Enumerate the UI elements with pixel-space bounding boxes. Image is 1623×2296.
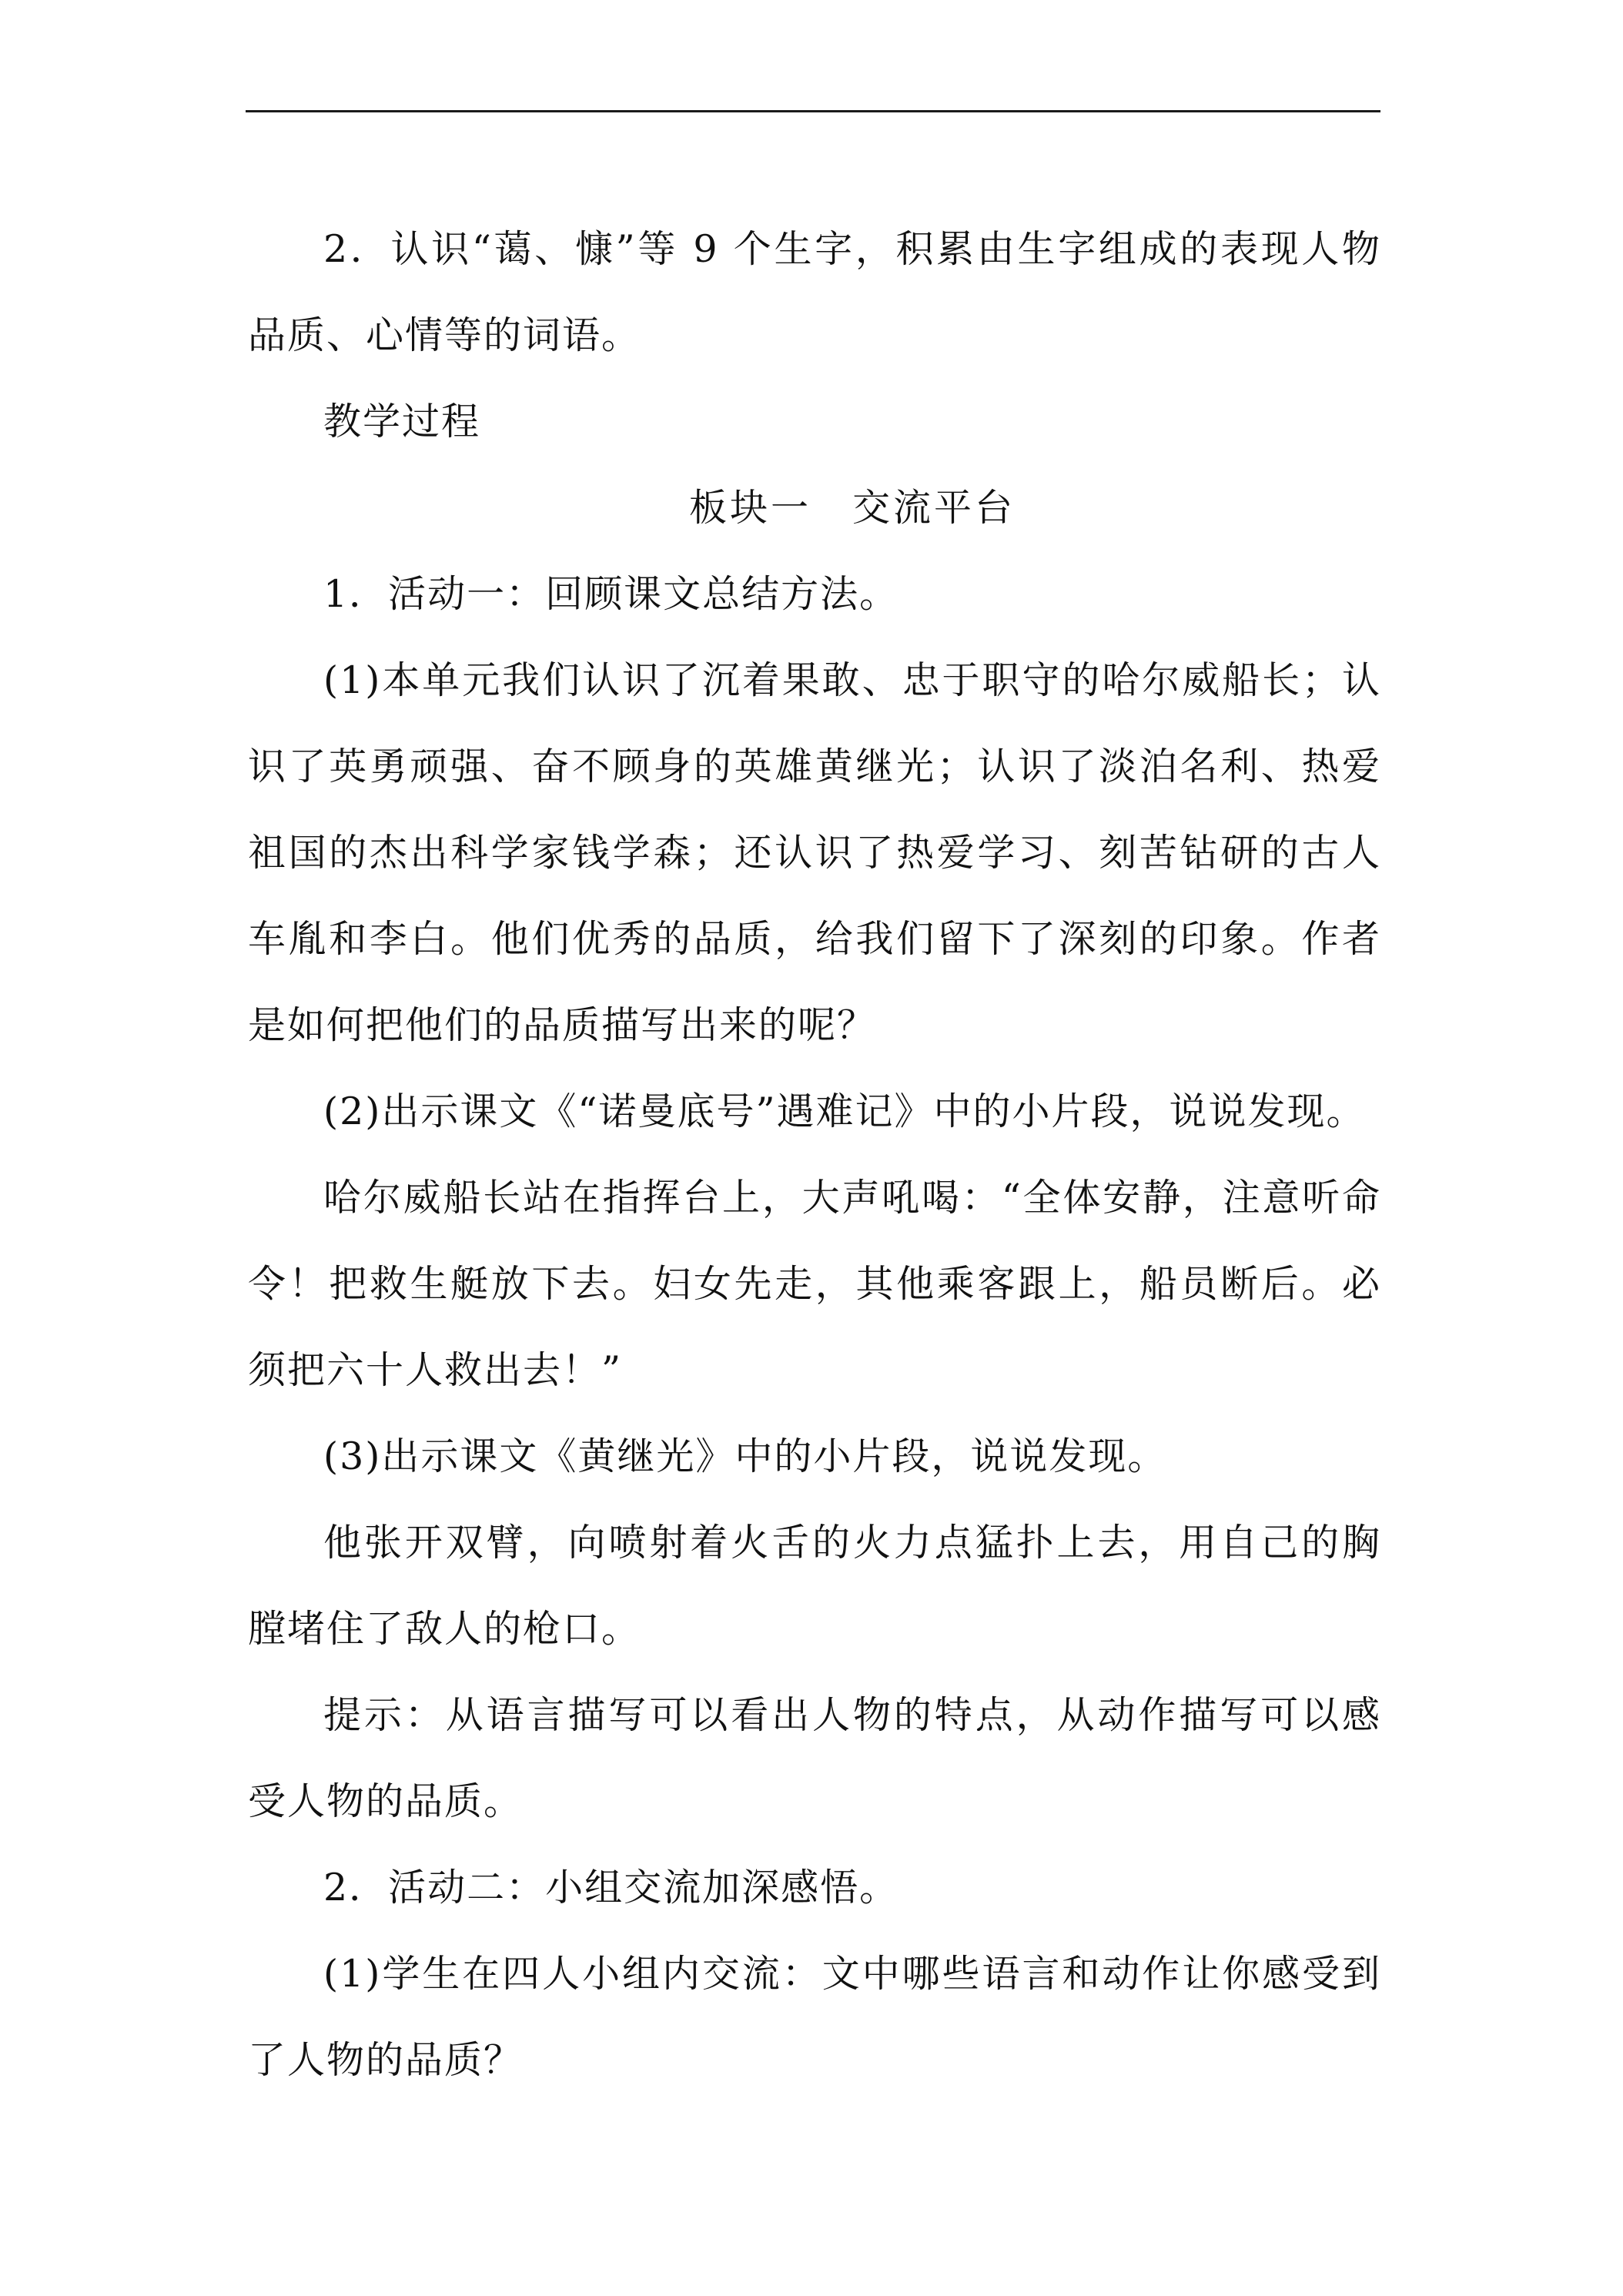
activity-1-step-1: (1)本单元我们认识了沉着果敢、忠于职守的哈尔威船长；认识了英勇顽强、奋不顾身的英雄黄继光；认识了淡泊名利、热爱祖国的杰出科学家钱学森；还认识了热爱学习、刻苦钻研的古人车胤和李白。他们优秀的品质，给我们留下了深刻的印象。作者是如何把他们的品质描写出来的呢？: [248, 658, 1381, 1047]
paragraph-objective-2: 2．认识“蔼、慷”等 9 个生字，积累由生字组成的表现人物品质、心情等的词语。: [248, 227, 1381, 357]
excerpt-normandy: 哈尔威船长站在指挥台上，大声吼喝：“全体安静，注意听命令！把救生艇放下去。妇女先走，其他乘客跟上，船员断后。必须把六十人救出去！”: [248, 1176, 1381, 1392]
section-heading-teaching-process: 教学过程: [323, 400, 481, 443]
activity-1-step-3: (3)出示课文《黄继光》中的小片段，说说发现。: [323, 1434, 1167, 1478]
activity-2-step-1: (1)学生在四人小组内交流：文中哪些语言和动作让你感受到了人物的品质？: [248, 1952, 1381, 2082]
hint-paragraph: 提示：从语言描写可以看出人物的特点，从动作描写可以感受人物的品质。: [248, 1693, 1381, 1823]
activity-1-step-2: (2)出示课文《“诺曼底号”遇难记》中的小片段，说说发现。: [323, 1089, 1366, 1133]
block-title: 板块一 交流平台: [688, 486, 1016, 530]
excerpt-huang-jiguang: 他张开双臂，向喷射着火舌的火力点猛扑上去，用自己的胸膛堵住了敌人的枪口。: [248, 1521, 1381, 1651]
activity-2-heading: 2．活动二：小组交流加深感悟。: [323, 1866, 899, 1909]
activity-1-heading: 1．活动一：回顾课文总结方法。: [323, 572, 899, 616]
header-rule: [246, 110, 1380, 112]
document-body: [248, 206, 1381, 2104]
